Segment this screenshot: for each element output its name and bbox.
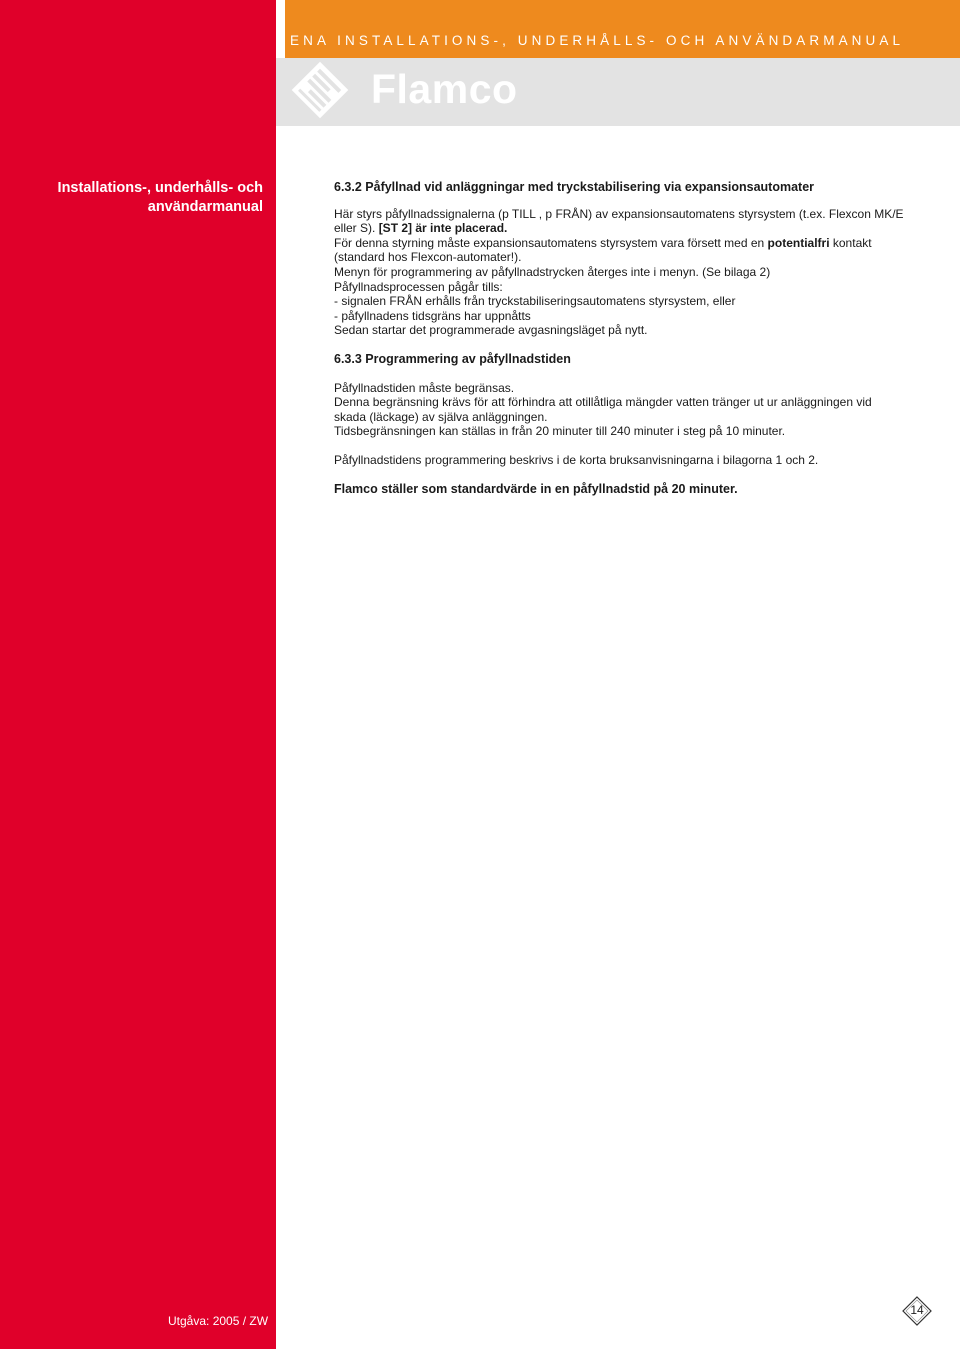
section-633-p2: Denna begränsning krävs för att förhindra att otillåtliga mängder vatten tränger ut ur anläggningen vid skada (läckage) av själva anläggningen. <box>334 395 872 424</box>
section-633-heading: 6.3.3 Programmering av påfyllnadstiden <box>334 351 571 366</box>
manual-title: ENA INSTALLATIONS-, UNDERHÅLLS- OCH ANVÄNDARMANUAL <box>290 33 905 48</box>
header-band <box>285 0 960 58</box>
sidebar-title <box>20 179 263 217</box>
edition-label: Utgåva: 2005 / ZW <box>168 1314 269 1328</box>
section-632-p1: Här styrs påfyllnadssignalerna (p TILL , p FRÅN) av expansionsautomatens styrsystem (t.ex. Flexcon MK/E eller S). [ST 2] är inte placerad. <box>334 206 904 236</box>
section-632-p6: - påfyllnadens tidsgräns har uppnåtts <box>334 308 531 323</box>
section-633-p1: Påfyllnadstiden måste begränsas. <box>334 380 515 395</box>
section-632-p7: Sedan startar det programmerade avgasningsläget på nytt. <box>334 323 648 338</box>
sidebar-title-line1: Installations-, underhålls- och <box>57 180 263 196</box>
section-633-p4: Påfyllnadstidens programmering beskrivs i de korta bruksanvisningarna i bilagorna 1 och 2. <box>334 452 819 467</box>
brand-name: Flamco <box>371 66 518 112</box>
page-number: 14 <box>910 1303 924 1317</box>
section-632-p4: Påfyllnadsprocessen pågår tills: <box>334 279 503 294</box>
section-632-p2: För denna styrning måste expansionsautomatens styrsystem vara försett med en potentialfri kontakt (standard hos Flexcon-automater!). <box>334 235 872 265</box>
section-633-p5: Flamco ställer som standardvärde in en påfyllnadstid på 20 minuter. <box>334 481 738 496</box>
section-632-p5: - signalen FRÅN erhålls från tryckstabiliseringsautomatens styrsystem, eller <box>334 294 736 309</box>
section-632-heading: 6.3.2 Påfyllnad vid anläggningar med tryckstabilisering via expansionsautomater <box>334 180 815 194</box>
section-632-p3: Menyn för programmering av påfyllnadstrycken återges inte i menyn. (Se bilaga 2) <box>334 264 771 279</box>
document-body <box>334 180 904 496</box>
section-633-p3: Tidsbegränsningen kan ställas in från 20 minuter till 240 minuter i steg på 10 minuter. <box>334 424 786 439</box>
sidebar-title-line2: användarmanual <box>147 199 263 215</box>
flamco-logo-icon <box>288 58 352 122</box>
